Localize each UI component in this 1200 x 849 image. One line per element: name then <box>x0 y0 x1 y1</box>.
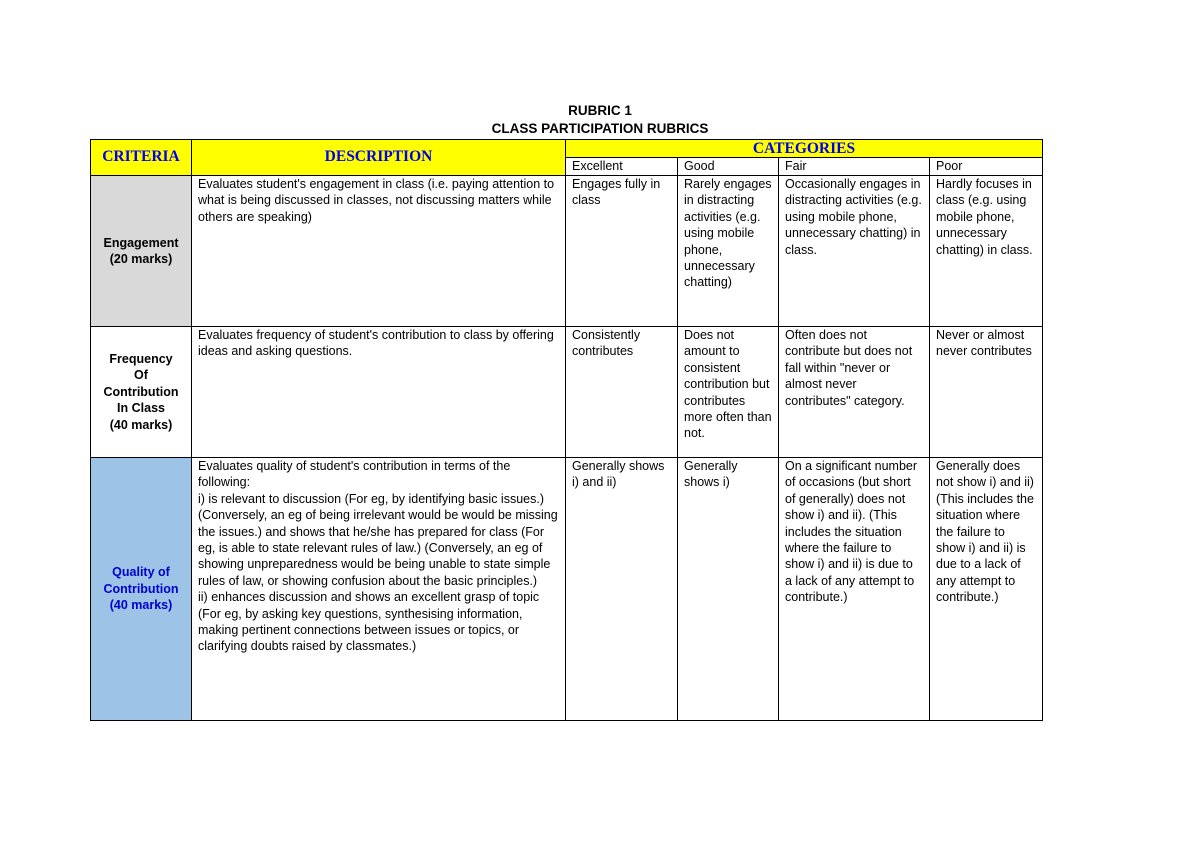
excellent-header: Excellent <box>566 158 678 176</box>
poor-cell: Never or almost never contributes <box>930 327 1043 458</box>
poor-cell: Generally does not show i) and ii) (This includes the situation where the failure to show i) and ii) is due to a lack of any attempt to contribute.) <box>930 458 1043 721</box>
description-cell: Evaluates student's engagement in class (i.e. paying attention to what is being discussed in classes, not discussing matters while others are speaking) <box>192 176 566 327</box>
description-cell <box>192 458 566 721</box>
criteria-name-line: Contribution <box>103 384 179 399</box>
excellent-cell: Consistently contributes <box>566 327 678 458</box>
rubric-subtitle: CLASS PARTICIPATION RUBRICS <box>491 121 709 136</box>
criteria-name-line: In Class <box>117 401 165 416</box>
criteria-marks: (40 marks) <box>109 417 173 432</box>
description-point-ii: ii) enhances discussion and shows an excellent grasp of topic (For eg, by asking key questions, synthesising information, making pertinent connections between issues or topics, or clarifying doubts raised by classmates.) <box>198 590 540 654</box>
excellent-cell: Engages fully in class <box>566 176 678 327</box>
description-header: DESCRIPTION <box>192 140 566 176</box>
criteria-header: CRITERIA <box>91 140 192 176</box>
criteria-name-line: Of <box>134 368 148 383</box>
table-row <box>91 458 1043 721</box>
criteria-name-line: Contribution <box>103 581 179 596</box>
criteria-marks: (20 marks) <box>109 252 173 266</box>
categories-header: CATEGORIES <box>566 140 1043 158</box>
description-intro: Evaluates quality of student's contribution in terms of the following: <box>198 459 511 490</box>
fair-header: Fair <box>779 158 930 176</box>
criteria-cell-quality <box>91 458 192 721</box>
good-cell: Generally shows i) <box>678 458 779 721</box>
fair-cell: Often does not contribute but does not fall within "never or almost never contributes" category. <box>779 327 930 458</box>
rubric-table <box>90 139 1043 721</box>
criteria-name-line: Frequency <box>109 351 173 366</box>
fair-cell: On a significant number of occasions (but short of generally) does not show i) and ii). (This includes the situation where the failure to show i) and ii) is due to a lack of any attempt to contribute.) <box>779 458 930 721</box>
header-row <box>91 140 1043 158</box>
description-cell: Evaluates frequency of student's contribution to class by offering ideas and asking questions. <box>192 327 566 458</box>
excellent-cell: Generally shows i) and ii) <box>566 458 678 721</box>
good-cell: Rarely engages in distracting activities (e.g. using mobile phone, unnecessary chatting) <box>678 176 779 327</box>
rubric-title: RUBRIC 1 <box>568 103 632 118</box>
good-header: Good <box>678 158 779 176</box>
criteria-marks: (40 marks) <box>109 598 173 613</box>
table-row <box>91 176 1043 327</box>
table-row <box>91 327 1043 458</box>
good-cell: Does not amount to consistent contribution but contributes more often than not. <box>678 327 779 458</box>
description-point-i: i) is relevant to discussion (For eg, by identifying basic issues.) (Conversely, an eg of being irrelevant would be would be missing the issues.) and shows that he/she has prepared for class (For eg, is able to state relevant rules of law.) (Conversely, an eg of showing unpreparedness would be being unable to state simple rules of law, or showing confusion about the basic principles.) <box>198 491 558 588</box>
poor-cell: Hardly focuses in class (e.g. using mobile phone, unnecessary chatting) in class. <box>930 176 1043 327</box>
criteria-cell-frequency <box>91 327 192 458</box>
criteria-cell-engagement <box>91 176 192 327</box>
criteria-name-line: Quality of <box>112 565 170 580</box>
fair-cell: Occasionally engages in distracting activities (e.g. using mobile phone, unnecessary chatting) in class. <box>779 176 930 327</box>
poor-header: Poor <box>930 158 1043 176</box>
criteria-name: Engagement <box>103 235 179 250</box>
